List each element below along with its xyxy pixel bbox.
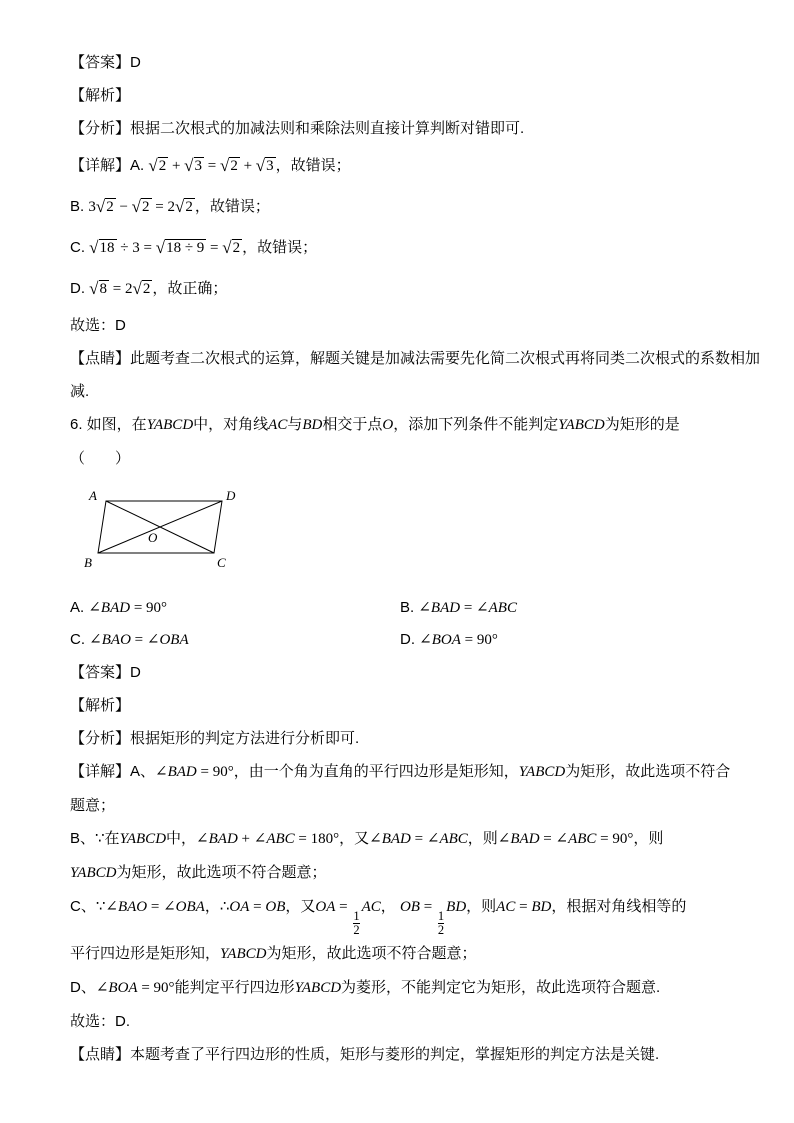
text-run: D、 — [70, 979, 96, 996]
math-roman-run: ∠ — [419, 632, 432, 648]
math-italic-run: OB — [265, 899, 286, 915]
analysis-label-q5 — [70, 79, 724, 112]
math-italic-run: OA — [229, 899, 250, 915]
math-roman-run: − — [115, 199, 132, 215]
text-run: 【点睛】本题考查了平行四边形的性质，矩形与菱形的判定，掌握矩形的判定方法是关键. — [70, 1046, 660, 1063]
text-run: ， — [380, 898, 400, 915]
text-run: 【解析】 — [70, 87, 131, 104]
fraction — [438, 910, 444, 937]
text-run: B、∵在 — [70, 830, 120, 847]
vertex-label-c: C — [217, 555, 226, 570]
math-italic-run: BAD — [430, 600, 461, 616]
math-roman-run: ∠ — [418, 600, 431, 616]
math-italic-run: ABC — [439, 831, 468, 847]
math-roman-run: ∠ — [95, 980, 109, 996]
detail-q6-b-line2 — [70, 856, 724, 890]
parallelogram-diagram — [82, 487, 244, 573]
radicand: 2 — [142, 281, 151, 297]
text-run: C、∵ — [70, 898, 106, 915]
math-italic-run: OA — [315, 899, 336, 915]
math-roman-run: = — [204, 158, 220, 174]
tips-q5-line2 — [70, 375, 724, 408]
math-roman-run: + — [239, 158, 256, 174]
math-italic-run: BAD — [167, 764, 197, 780]
math-roman-run: ÷ 3 = — [116, 240, 156, 256]
option-d — [400, 624, 724, 656]
sqrt-expression — [184, 148, 204, 183]
math-italic-run: YABCD — [220, 946, 267, 962]
text-run: A. — [70, 599, 89, 616]
math-italic-run: ABC — [568, 831, 597, 847]
text-run: 中，对角线 — [193, 416, 269, 433]
fraction — [353, 910, 359, 937]
sqrt-expression — [156, 230, 207, 265]
radicand: 2 — [185, 199, 193, 215]
radical-sign: √ — [89, 238, 99, 257]
sqrt-expression — [220, 148, 240, 183]
option-c — [70, 624, 400, 656]
question6-stem-line2 — [70, 442, 724, 475]
text-run: 减. — [70, 383, 90, 400]
text-run: 【答案】D — [70, 664, 141, 681]
text-run: 【分析】根据二次根式的加减法则和乘除法则直接计算判断对错即可. — [70, 120, 525, 137]
radicand: 8 — [99, 281, 108, 297]
math-italic-run: BD — [446, 899, 467, 915]
radical-sign: √ — [148, 156, 158, 175]
text-run: 为矩形，故此选项不符合 — [565, 763, 731, 780]
math-italic-run: BOA — [431, 632, 461, 648]
math-roman-run: = 90° — [196, 764, 234, 780]
math-roman-run: = ∠ — [147, 899, 176, 915]
numerator: 1 — [353, 909, 360, 923]
math-roman-run: = 2 — [109, 281, 133, 297]
text-run: ，故错误； — [242, 239, 318, 256]
math-roman-run: = 90° — [460, 632, 498, 648]
math-italic-run: BAD — [100, 600, 131, 616]
detail-q5-option-d — [70, 268, 724, 309]
radical-sign: √ — [155, 238, 166, 257]
options-row-2 — [70, 624, 724, 656]
analysis-text-q6 — [70, 722, 724, 755]
text-run: ，则 — [467, 830, 498, 847]
math-italic-run: AC — [496, 899, 516, 915]
question6-stem-line1 — [70, 408, 724, 442]
text-run: 【详解】A. — [70, 157, 149, 174]
math-italic-run: BAO — [117, 899, 148, 915]
detail-q6-d — [70, 971, 724, 1005]
math-roman-run: ∠ — [497, 831, 511, 847]
answer-choice-q6 — [70, 1005, 724, 1038]
vertex-label-d: D — [226, 488, 236, 503]
text-run: 6. 如图，在 — [70, 416, 147, 433]
math-roman-run: = — [206, 240, 223, 256]
math-roman-run: = — [419, 899, 436, 915]
text-run: 为矩形，故此选项不符合题意； — [116, 864, 327, 881]
math-roman-run: = 90° — [130, 600, 168, 616]
math-italic-run: BOA — [108, 980, 138, 996]
text-run: D. — [70, 280, 90, 297]
math-roman-run: ∠ — [89, 632, 102, 648]
answer-label-q6 — [70, 656, 724, 689]
text-run: 【分析】根据矩形的判定方法进行分析即可. — [70, 730, 360, 747]
math-italic-run: YABCD — [518, 764, 566, 780]
math-roman-run: = 180° — [294, 831, 340, 847]
text-run: 【详解】A、 — [70, 763, 156, 780]
text-run: 故选：D. — [70, 1013, 131, 1030]
diagonal-bd — [98, 501, 222, 553]
math-italic-run: YABCD — [558, 417, 605, 433]
text-run: 故选：D — [70, 317, 126, 334]
text-run: （ ） — [70, 450, 131, 467]
radicand: 18 — [99, 240, 115, 256]
option-b — [400, 592, 724, 624]
sqrt-expression — [148, 148, 168, 183]
text-run: ，又 — [339, 830, 370, 847]
answer-choice-q5 — [70, 309, 724, 342]
math-italic-run: AC — [268, 417, 288, 433]
math-italic-run: ABC — [488, 600, 517, 616]
detail-q5-option-b — [70, 186, 724, 227]
math-roman-run: = ∠ — [130, 632, 160, 648]
text-run: 为矩形，故此选项不符合题意； — [266, 945, 477, 962]
radical-sign: √ — [219, 156, 230, 175]
math-italic-run: YABCD — [294, 980, 342, 996]
math-italic-run: YABCD — [119, 831, 167, 847]
math-italic-run: OBA — [159, 632, 189, 648]
radicand: 2 — [232, 240, 241, 256]
text-run: 能判定平行四边形 — [174, 979, 295, 996]
radicand: 18 ÷ 9 — [166, 240, 205, 256]
radicand: 2 — [158, 158, 167, 174]
text-run: D. — [400, 631, 420, 648]
radical-sign: √ — [132, 279, 142, 298]
math-italic-run: BAD — [510, 831, 540, 847]
answer-label-q5 — [70, 46, 724, 79]
math-italic-run: BD — [531, 899, 552, 915]
math-roman-run: = ∠ — [410, 831, 440, 847]
detail-q6-a-line1 — [70, 755, 731, 789]
text-run: ，∴ — [204, 898, 230, 915]
math-italic-run: AC — [361, 899, 381, 915]
text-run: ，添加下列条件不能判定 — [393, 416, 559, 433]
radical-sign: √ — [131, 197, 141, 216]
math-roman-run: ∠ — [105, 899, 118, 915]
denominator: 2 — [353, 923, 360, 937]
math-italic-run: BAD — [381, 831, 411, 847]
detail-q6-a-line2 — [70, 789, 724, 822]
text-run: 【答案】D — [70, 54, 141, 71]
tips-q6 — [70, 1038, 724, 1071]
text-run: 为矩形的是 — [604, 416, 680, 433]
text-run: B. — [400, 599, 419, 616]
radical-sign: √ — [95, 197, 106, 216]
math-italic-run: BAO — [101, 632, 131, 648]
detail-q6-c-line1 — [70, 890, 724, 937]
math-roman-run: = 90° — [596, 831, 634, 847]
numerator: 1 — [437, 909, 445, 923]
radical-sign: √ — [89, 279, 99, 298]
radicand: 3 — [194, 158, 202, 174]
detail-q5-option-a — [70, 145, 724, 186]
analysis-text-q5 — [70, 112, 724, 145]
denominator: 2 — [437, 923, 445, 937]
sqrt-expression — [256, 148, 276, 183]
math-roman-run: 3 — [88, 199, 96, 215]
text-run: C. — [70, 239, 90, 256]
tips-q5-line1 — [70, 342, 761, 375]
radicand: 2 — [230, 158, 238, 174]
text-run: 【点睛】此题考查二次根式的运算，解题关键是加减法需要先化简二次根式再将同类二次根式的系数相加 — [70, 350, 761, 367]
math-roman-run: = — [249, 899, 266, 915]
sqrt-expression — [132, 271, 152, 306]
sqrt-expression — [132, 189, 152, 224]
math-roman-run: = 90° — [137, 980, 175, 996]
text-run: 为菱形，不能判定它为矩形，故此选项符合题意. — [341, 979, 661, 996]
math-italic-run: OB — [399, 899, 420, 915]
math-italic-run: BAD — [208, 831, 238, 847]
math-roman-run: + ∠ — [237, 831, 267, 847]
radicand: 3 — [266, 158, 274, 174]
math-roman-run: ∠ — [369, 831, 382, 847]
text-run: 【解析】 — [70, 697, 131, 714]
options-row-1 — [70, 592, 724, 624]
vertex-label-a: A — [89, 488, 97, 503]
center-label-o: O — [148, 530, 158, 545]
text-run: ，则 — [466, 898, 497, 915]
text-run: 中， — [166, 830, 197, 847]
text-run: ，故正确； — [152, 280, 228, 297]
math-roman-run: = 2 — [151, 199, 175, 215]
math-roman-run: = ∠ — [460, 600, 489, 616]
math-roman-run: = ∠ — [539, 831, 569, 847]
radicand: 2 — [142, 199, 150, 215]
sqrt-expression — [175, 189, 195, 224]
detail-q5-option-c — [70, 227, 724, 268]
sqrt-expression — [222, 230, 242, 265]
option-a — [70, 592, 400, 624]
text-run: ，根据对角线相等的 — [551, 898, 687, 915]
math-roman-run: = — [335, 899, 352, 915]
math-italic-run: O — [382, 417, 394, 433]
sqrt-expression — [89, 271, 109, 306]
math-italic-run: YABCD — [70, 865, 117, 881]
math-roman-run: ∠ — [155, 764, 168, 780]
radicand: 2 — [106, 199, 114, 215]
math-italic-run: BD — [302, 417, 323, 433]
math-roman-run: ∠ — [88, 600, 101, 616]
text-run: ，则 — [633, 830, 664, 847]
question6-figure — [82, 487, 724, 578]
analysis-label-q6 — [70, 689, 724, 722]
detail-q6-b-line1 — [70, 822, 724, 856]
math-italic-run: OBA — [175, 899, 205, 915]
text-run: ，故错误； — [194, 198, 270, 215]
math-italic-run: YABCD — [146, 417, 194, 433]
sqrt-expression — [89, 230, 116, 265]
text-run: ，由一个角为直角的平行四边形是矩形知， — [233, 763, 519, 780]
text-run: 平行四边形是矩形知， — [70, 945, 221, 962]
math-roman-run: = — [515, 899, 532, 915]
text-run: ，故错误； — [275, 157, 351, 174]
text-run: 题意； — [70, 797, 116, 814]
vertex-label-b: B — [84, 555, 92, 570]
text-run: ，又 — [285, 898, 316, 915]
radical-sign: √ — [255, 156, 266, 175]
math-roman-run: ∠ — [196, 831, 209, 847]
radical-sign: √ — [222, 238, 232, 257]
text-run: B. — [70, 198, 89, 215]
radical-sign: √ — [174, 197, 185, 216]
math-italic-run: ABC — [266, 831, 295, 847]
text-run: C. — [70, 631, 90, 648]
radical-sign: √ — [184, 156, 194, 175]
detail-q6-c-line2 — [70, 937, 724, 971]
text-run: 与 — [287, 416, 303, 433]
text-run: 相交于点 — [322, 416, 383, 433]
sqrt-expression — [96, 189, 116, 224]
math-roman-run: + — [168, 158, 185, 174]
